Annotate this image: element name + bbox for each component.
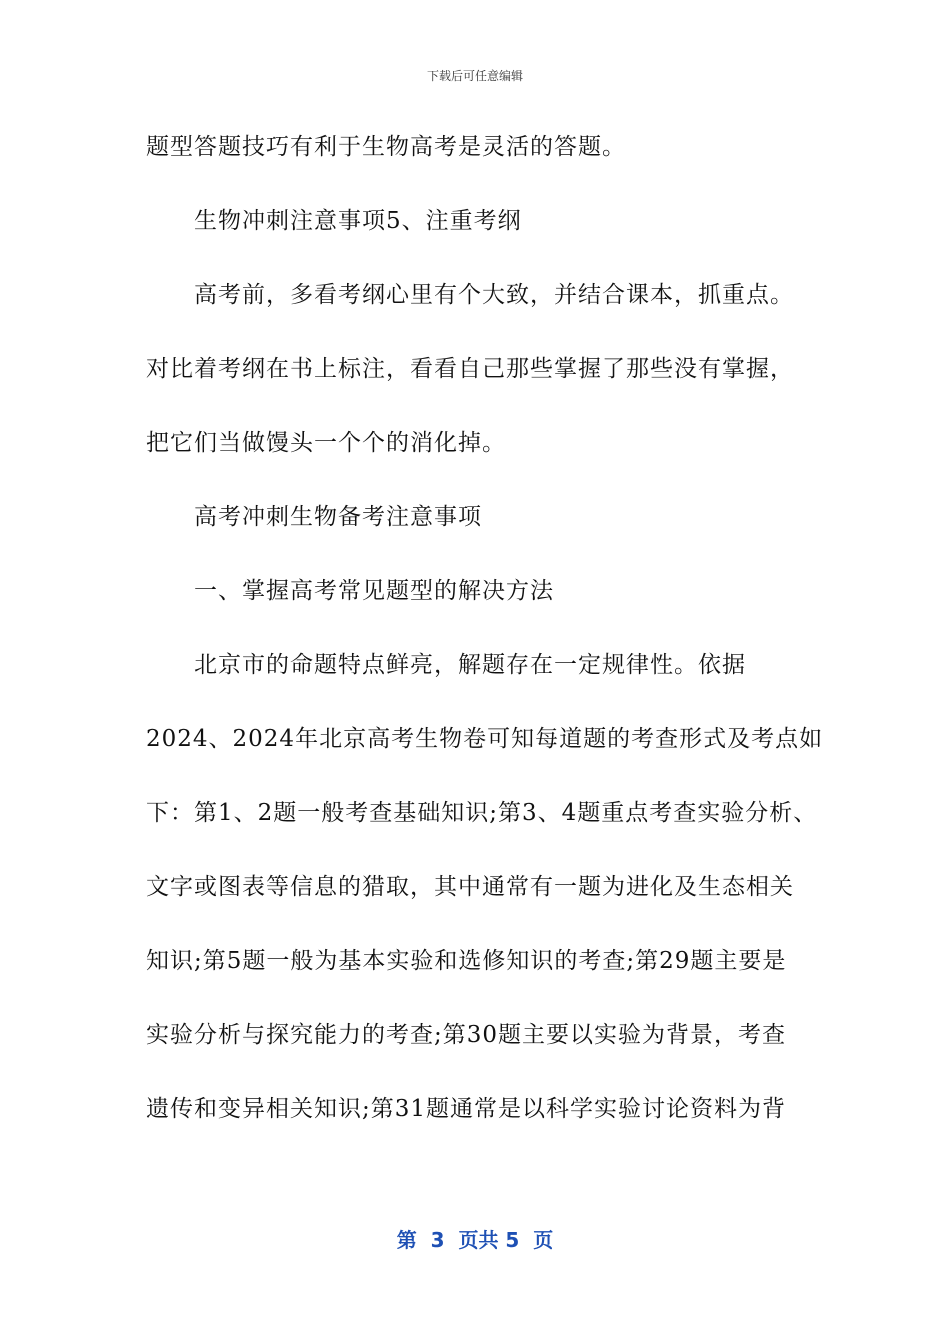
paragraph-line: 文字或图表等信息的猎取，其中通常有一题为进化及生态相关 <box>146 874 794 900</box>
section-heading: 高考冲刺生物备考注意事项 <box>194 504 482 530</box>
paragraph-line: 2024、2024年北京高考生物卷可知每道题的考查形式及考点如 <box>146 726 824 752</box>
section-heading: 一、掌握高考常见题型的解决方法 <box>194 578 554 604</box>
paragraph-line: 题型答题技巧有利于生物高考是灵活的答题。 <box>146 134 626 160</box>
paragraph-line: 把它们当做馒头一个个的消化掉。 <box>146 430 506 456</box>
page-header-note: 下载后可任意编辑 <box>426 69 523 83</box>
paragraph-line: 实验分析与探究能力的考查;第30题主要以实验为背景，考查 <box>146 1022 787 1048</box>
paragraph-line: 遗传和变异相关知识;第31题通常是以科学实验讨论资料为背 <box>146 1096 787 1122</box>
paragraph-line: 北京市的命题特点鲜亮，解题存在一定规律性。依据 <box>194 652 746 678</box>
paragraph-line: 对比着考纲在书上标注，看看自己那些掌握了那些没有掌握， <box>146 356 794 382</box>
section-heading: 生物冲刺注意事项5、注重考纲 <box>194 208 522 234</box>
page-number-footer: 第 3 页共 5 页 <box>396 1228 554 1252</box>
paragraph-line: 下：第1、2题一般考查基础知识;第3、4题重点考查实验分析、 <box>146 800 818 826</box>
paragraph-line: 知识;第5题一般为基本实验和选修知识的考查;第29题主要是 <box>146 948 787 974</box>
paragraph-line: 高考前，多看考纲心里有个大致，并结合课本，抓重点。 <box>194 282 794 308</box>
document-body <box>146 127 824 1163</box>
